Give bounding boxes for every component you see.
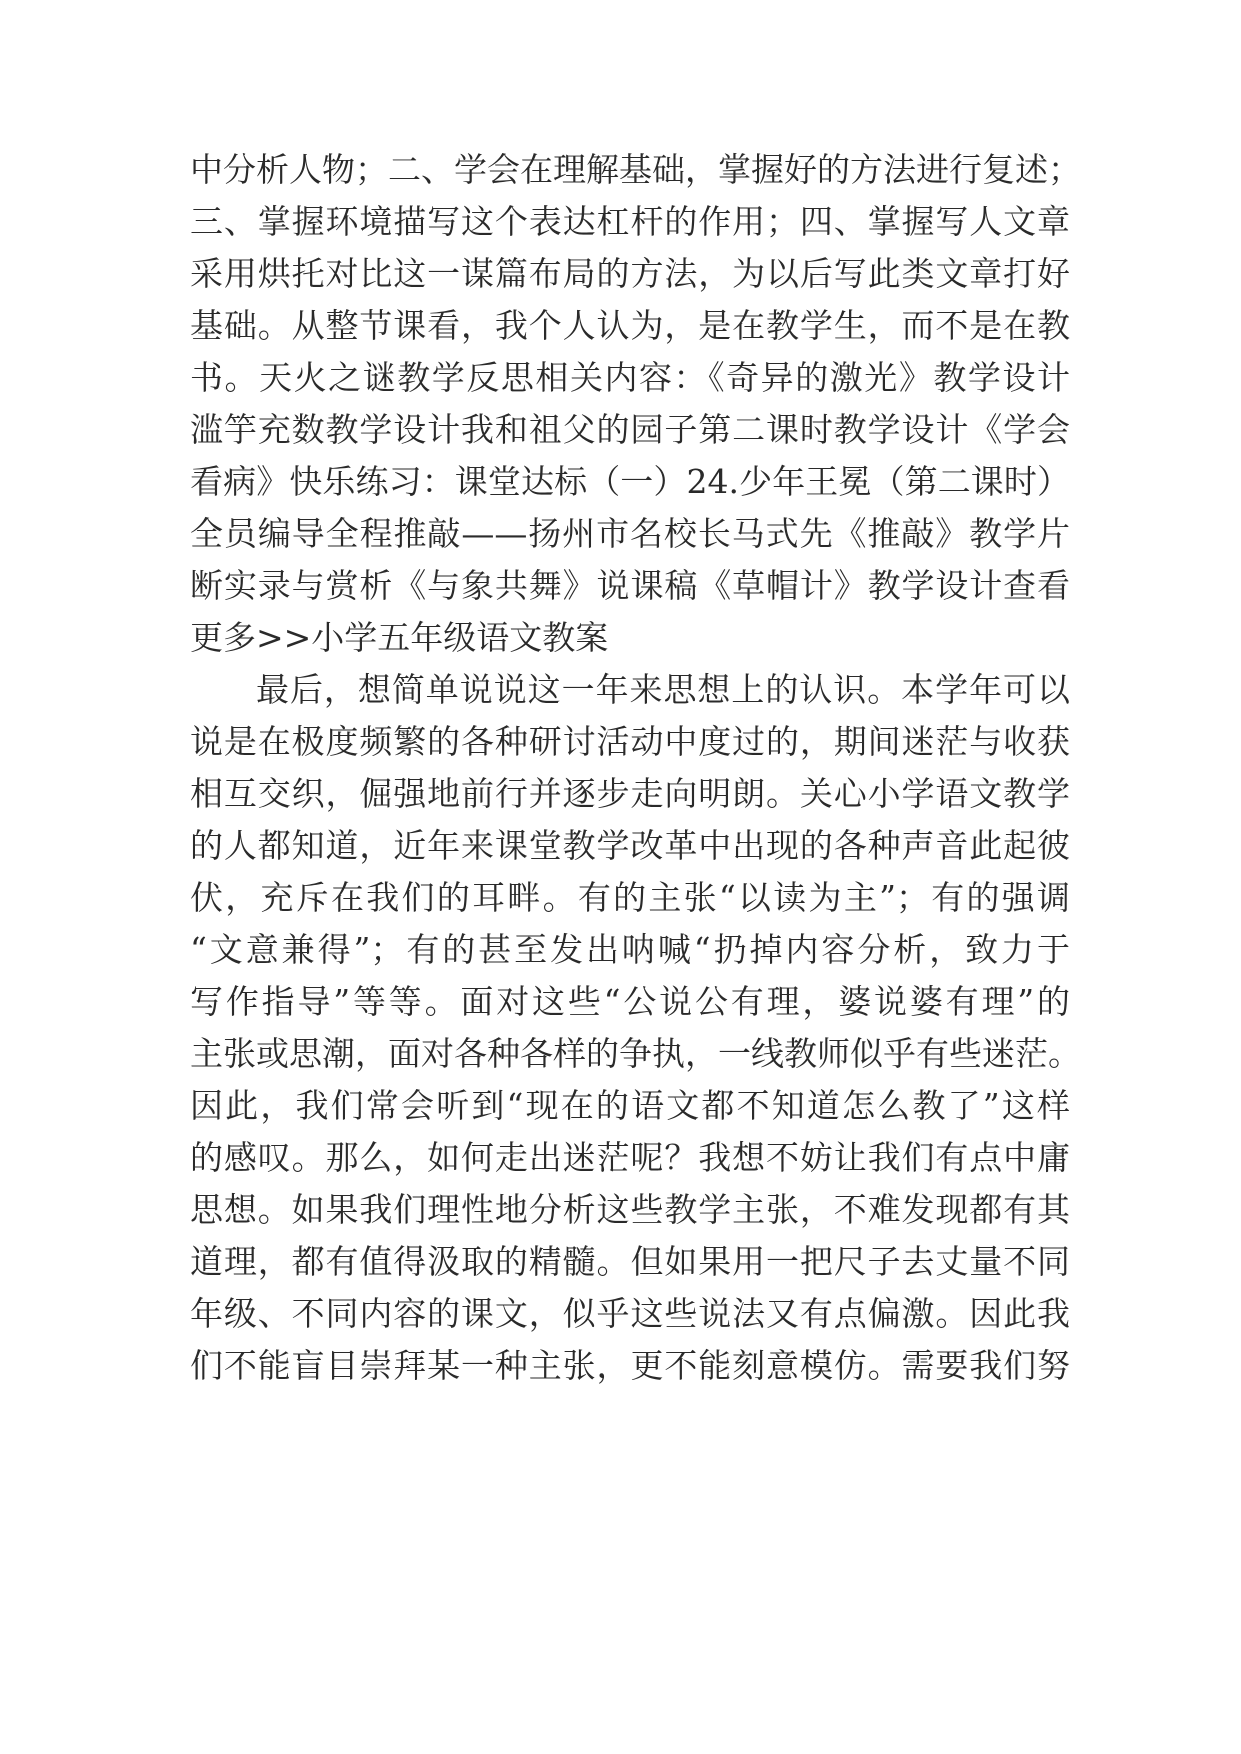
text-line: 书。天火之谜教学反思相关内容：《奇异的激光》教学设计 (190, 358, 1070, 397)
text-line: 三、掌握环境描写这个表达杠杆的作用；四、掌握写人文章 (190, 202, 1070, 241)
text-line: 中分析人物；二、学会在理解基础，掌握好的方法进行复述； (190, 150, 1081, 189)
text-line: 说是在极度频繁的各种研讨活动中度过的，期间迷茫与收获 (190, 722, 1070, 761)
text-line: 全员编导全程推敲——扬州市名校长马式先《推敲》教学片 (190, 514, 1070, 553)
text-line: 思想。如果我们理性地分析这些教学主张，不难发现都有其 (190, 1190, 1070, 1229)
paragraph-first-line: 最后，想简单说说这一年来思想上的认识。本学年可以 (256, 670, 1070, 709)
text-line: 年级、不同内容的课文，似乎这些说法又有点偏激。因此我 (190, 1294, 1070, 1333)
text-line: 更多>>小学五年级语文教案 (190, 618, 609, 657)
text-line: 写作指导”等等。面对这些“公说公有理，婆说婆有理”的 (190, 982, 1070, 1021)
text-line: 们不能盲目崇拜某一种主张，更不能刻意模仿。需要我们努 (190, 1346, 1070, 1385)
text-line: 伏，充斥在我们的耳畔。有的主张“以读为主”；有的强调 (190, 878, 1070, 917)
text-line: 的感叹。那么，如何走出迷茫呢？我想不妨让我们有点中庸 (190, 1138, 1070, 1177)
text-line: “文意兼得”；有的甚至发出呐喊“扔掉内容分析，致力于 (190, 930, 1070, 969)
text-line: 主张或思潮，面对各种各样的争执，一线教师似乎有些迷茫。 (190, 1034, 1081, 1073)
text-line: 因此，我们常会听到“现在的语文都不知道怎么教了”这样 (190, 1086, 1070, 1125)
text-line: 基础。从整节课看，我个人认为，是在教学生，而不是在教 (190, 306, 1070, 345)
text-line: 的人都知道，近年来课堂教学改革中出现的各种声音此起彼 (190, 826, 1070, 865)
text-line: 采用烘托对比这一谋篇布局的方法，为以后写此类文章打好 (190, 254, 1070, 293)
text-line: 看病》快乐练习：课堂达标（一）24.少年王冕（第二课时） (190, 462, 1070, 501)
text-line: 相互交织，倔强地前行并逐步走向明朗。关心小学语文教学 (190, 774, 1070, 813)
text-line: 道理，都有值得汲取的精髓。但如果用一把尺子去丈量不同 (190, 1242, 1070, 1281)
text-line: 滥竽充数教学设计我和祖父的园子第二课时教学设计《学会 (190, 410, 1070, 449)
text-line: 断实录与赏析《与象共舞》说课稿《草帽计》教学设计查看 (190, 566, 1070, 605)
